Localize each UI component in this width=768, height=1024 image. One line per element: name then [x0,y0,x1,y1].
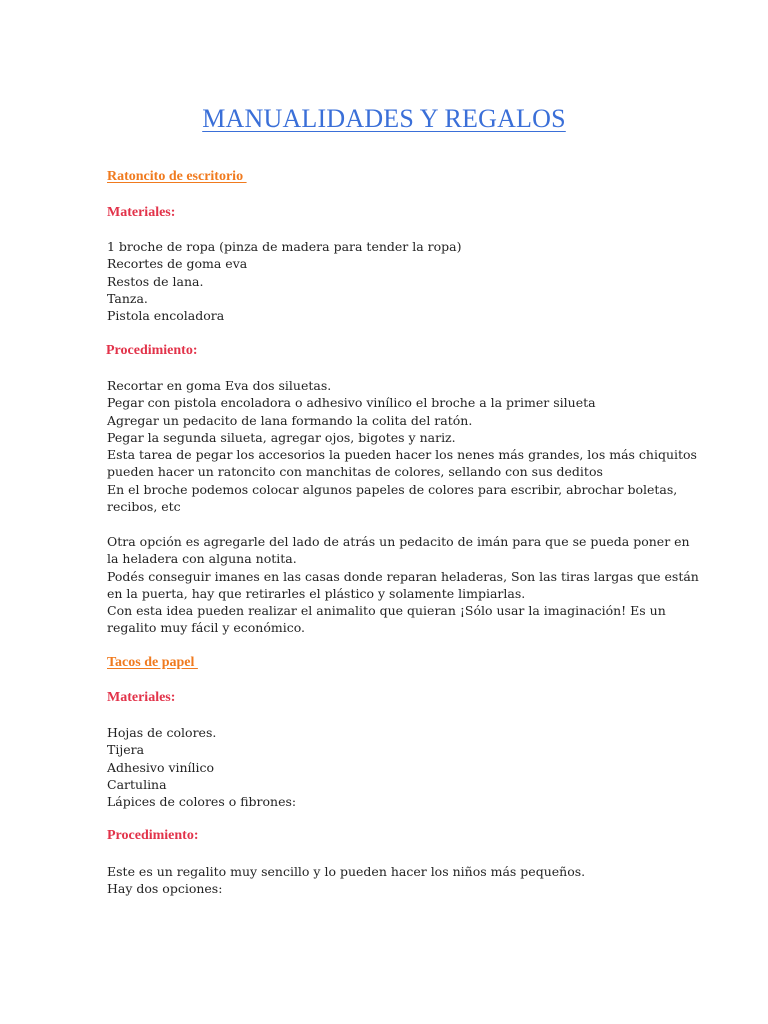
list-item: Hay dos opciones: [107,881,223,897]
list-item: Tanza. [107,290,148,306]
list-item: Este es un regalito muy sencillo y lo pueden hacer los niños más pequeños. [107,864,586,879]
list-item: Lápices de colores o fibrones: [107,794,297,810]
list-item: regalito muy fácil y económico. [107,620,305,636]
document-title: MANUALIDADES Y REGALOS [202,104,566,133]
list-item: En el broche podemos colocar algunos papeles de colores para escribir, abrochar boletas, [107,481,678,497]
section-title-ratoncito: Ratoncito de escritorio [107,169,247,184]
list-item: Tijera [107,742,145,758]
list-item: Recortar en goma Eva dos siluetas. [107,378,332,393]
list-item: pueden hacer un ratoncito con manchitas de colores, sellando con sus deditos [107,464,603,480]
list-item: Restos de lana. [107,273,204,289]
materials-list-2 [107,724,296,810]
list-item: 1 broche de ropa (pinza de madera para tender la ropa) [107,239,462,254]
materials-heading-1: Materiales: [107,205,176,220]
procedure-heading-1: Procedimiento: [106,343,198,358]
list-item: Adhesivo vinílico [107,759,215,775]
list-item: Pegar la segunda silueta, agregar ojos, bigotes y nariz. [107,429,456,445]
extra-paragraph-1 [107,533,699,637]
list-item: Recortes de goma eva [107,256,248,272]
list-item: Esta tarea de pegar los accesorios la pueden hacer los nenes más grandes, los más chiquitos [107,447,697,463]
list-item: Otra opción es agregarle del lado de atrás un pedacito de imán para que se pueda poner en [107,534,690,549]
list-item: recibos, etc [107,499,181,515]
list-item: Agregar un pedacito de lana formando la colita del ratón. [107,412,473,428]
procedure-list-1 [107,377,697,515]
materials-heading-2: Materiales: [107,690,176,705]
list-item: Con esta idea pueden realizar el animalito que quieran ¡Sólo usar la imaginación! Es un [107,603,666,619]
section-title-tacos: Tacos de papel [107,655,198,670]
procedure-list-2 [107,863,585,898]
procedure-heading-2: Procedimiento: [107,828,199,843]
list-item: Podés conseguir imanes en las casas donde reparan heladeras, Son las tiras largas que están [107,568,699,584]
list-item: Hojas de colores. [107,725,217,740]
list-item: Pegar con pistola encoladora o adhesivo vinílico el broche a la primer silueta [107,395,596,411]
list-item: la heladera con alguna notita. [107,551,297,567]
materials-list-1 [107,238,462,324]
list-item: en la puerta, hay que retirarles el plástico y solamente limpiarlas. [107,585,526,601]
list-item: Cartulina [107,776,167,792]
list-item: Pistola encoladora [107,308,225,324]
